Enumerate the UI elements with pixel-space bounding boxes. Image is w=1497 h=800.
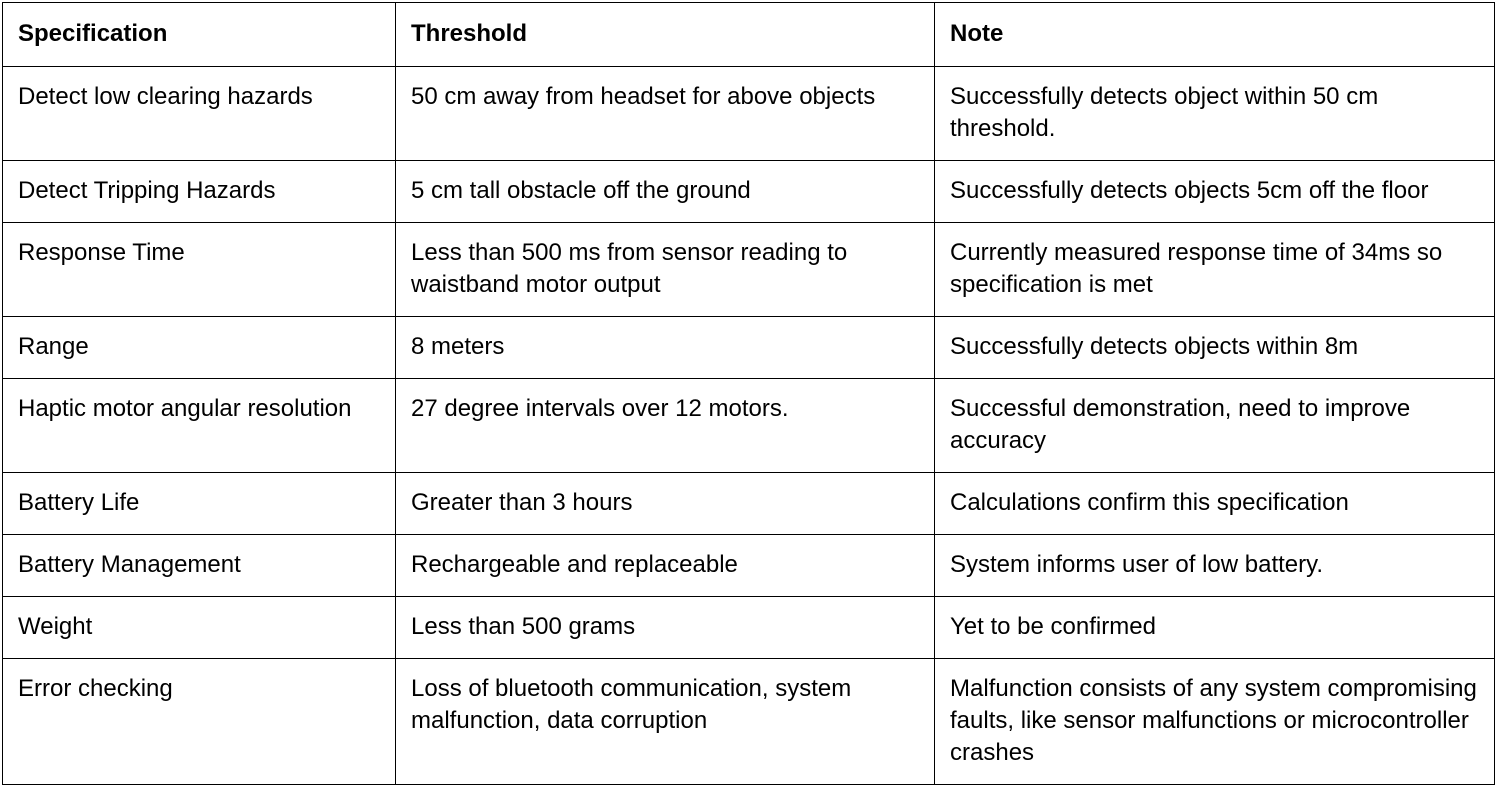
table-row bbox=[3, 161, 1495, 223]
note-cell: System informs user of low battery. bbox=[935, 535, 1495, 597]
table-row bbox=[3, 317, 1495, 379]
table-row bbox=[3, 659, 1495, 785]
specification-cell: Haptic motor angular resolution bbox=[3, 379, 396, 473]
threshold-cell: Loss of bluetooth communication, system malfunction, data corruption bbox=[396, 659, 935, 785]
note-cell: Successfully detects objects within 8m bbox=[935, 317, 1495, 379]
note-cell: Currently measured response time of 34ms so specification is met bbox=[935, 223, 1495, 317]
specification-cell: Weight bbox=[3, 597, 396, 659]
note-cell: Calculations confirm this specification bbox=[935, 473, 1495, 535]
threshold-cell: Rechargeable and replaceable bbox=[396, 535, 935, 597]
threshold-cell: 27 degree intervals over 12 motors. bbox=[396, 379, 935, 473]
table-row bbox=[3, 223, 1495, 317]
threshold-cell: Less than 500 grams bbox=[396, 597, 935, 659]
specification-cell: Detect Tripping Hazards bbox=[3, 161, 396, 223]
specification-table bbox=[2, 2, 1495, 785]
table-row bbox=[3, 597, 1495, 659]
specification-cell: Detect low clearing hazards bbox=[3, 67, 396, 161]
note-cell: Malfunction consists of any system compromising faults, like sensor malfunctions or microcontroller crashes bbox=[935, 659, 1495, 785]
note-cell: Successfully detects objects 5cm off the floor bbox=[935, 161, 1495, 223]
specification-cell: Range bbox=[3, 317, 396, 379]
threshold-cell: Less than 500 ms from sensor reading to waistband motor output bbox=[396, 223, 935, 317]
note-cell: Successful demonstration, need to improve accuracy bbox=[935, 379, 1495, 473]
note-cell: Yet to be confirmed bbox=[935, 597, 1495, 659]
specification-cell: Response Time bbox=[3, 223, 396, 317]
column-header-threshold: Threshold bbox=[396, 3, 935, 67]
note-cell: Successfully detects object within 50 cm threshold. bbox=[935, 67, 1495, 161]
table-header-row bbox=[3, 3, 1495, 67]
specification-cell: Error checking bbox=[3, 659, 396, 785]
column-header-specification: Specification bbox=[3, 3, 396, 67]
table-row bbox=[3, 535, 1495, 597]
threshold-cell: 8 meters bbox=[396, 317, 935, 379]
table-row bbox=[3, 379, 1495, 473]
table-row bbox=[3, 67, 1495, 161]
specification-cell: Battery Life bbox=[3, 473, 396, 535]
specification-cell: Battery Management bbox=[3, 535, 396, 597]
threshold-cell: Greater than 3 hours bbox=[396, 473, 935, 535]
threshold-cell: 50 cm away from headset for above objects bbox=[396, 67, 935, 161]
column-header-note: Note bbox=[935, 3, 1495, 67]
threshold-cell: 5 cm tall obstacle off the ground bbox=[396, 161, 935, 223]
table-row bbox=[3, 473, 1495, 535]
